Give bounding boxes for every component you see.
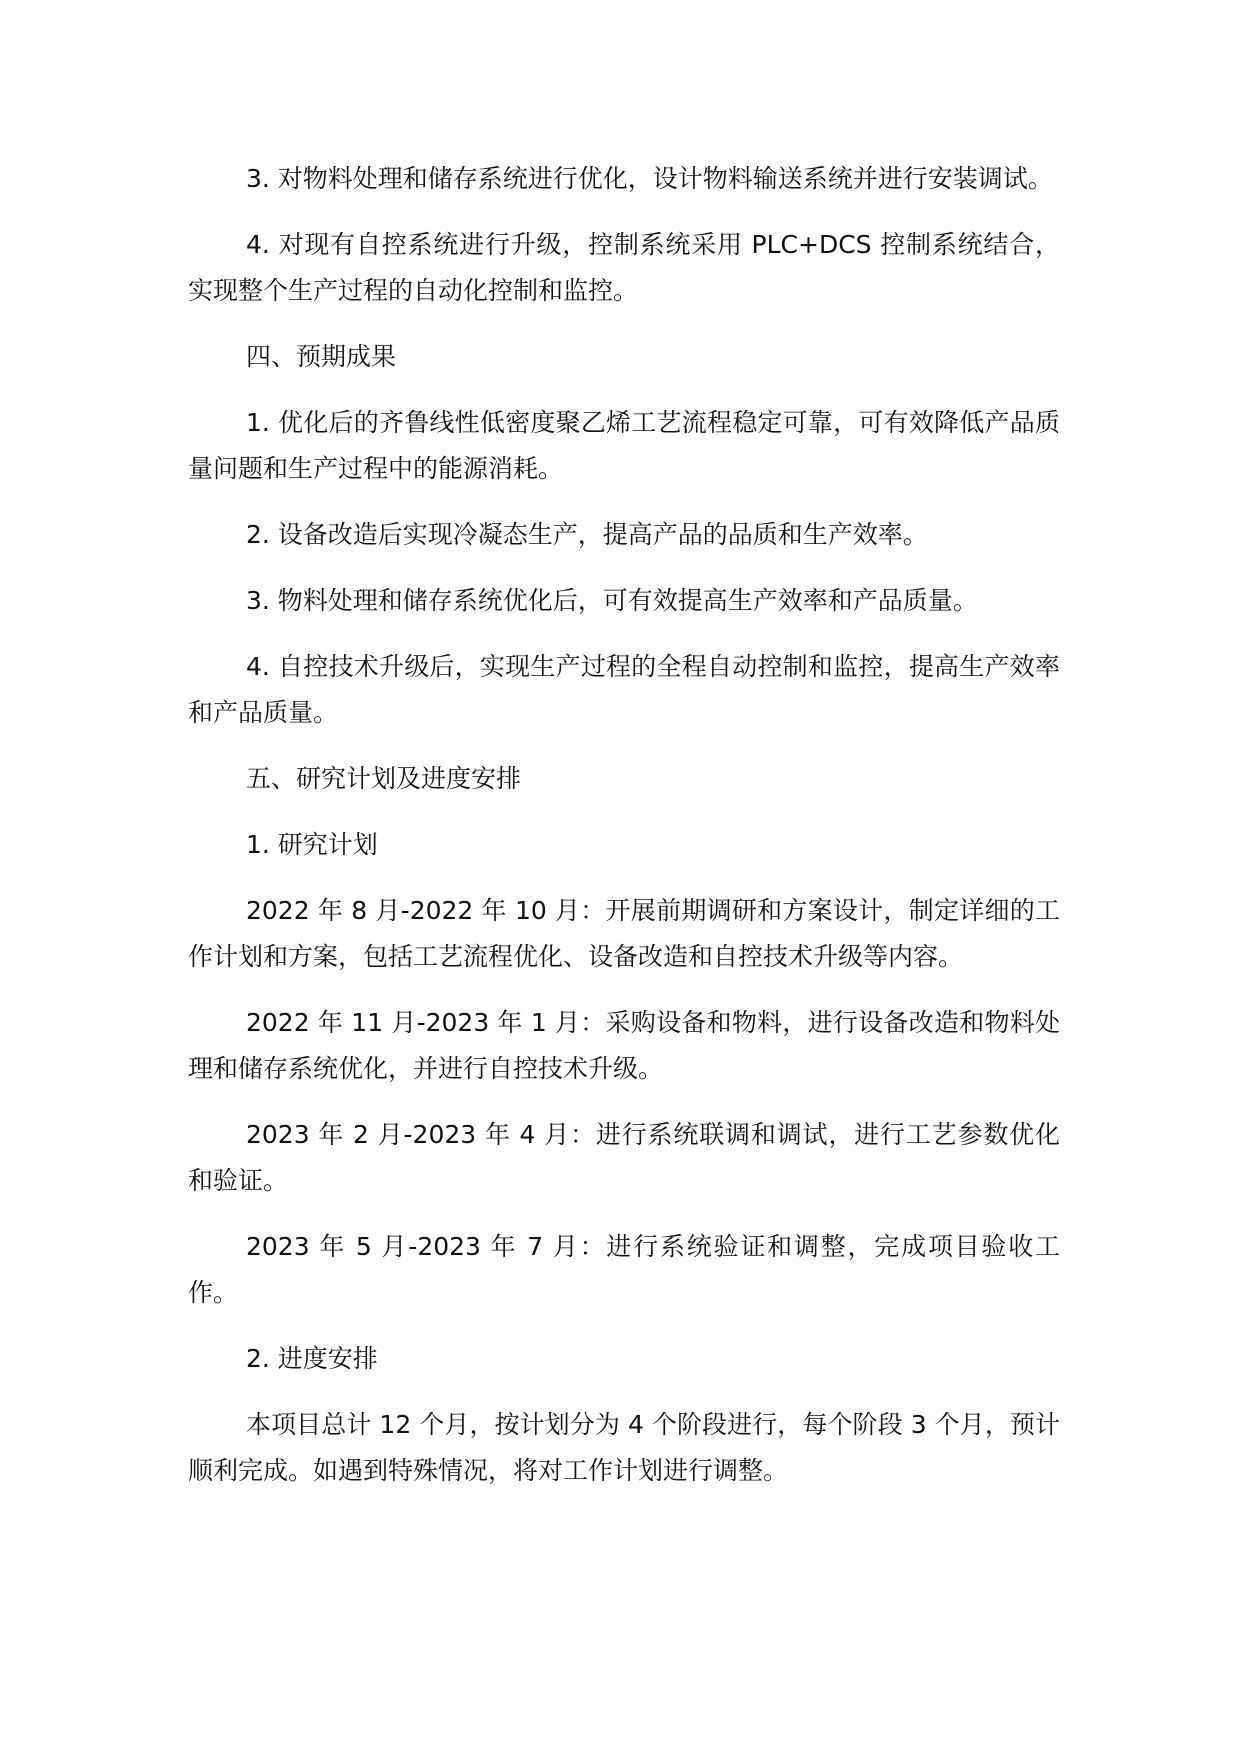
result-item-equipment: 2. 设备改造后实现冷凝态生产，提高产品的品质和生产效率。	[246, 520, 928, 549]
subheading-research-plan: 1. 研究计划	[246, 830, 378, 859]
schedule-item-phase-1: 2022 年 8 月-2022 年 10 月：开展前期调研和方案设计，制定详细的工作计划和方案，包括工艺流程优化、设备改造和自控技术升级等内容。	[188, 896, 1060, 971]
subheading-progress-arrangement: 2. 进度安排	[246, 1344, 378, 1373]
result-item-material: 3. 物料处理和储存系统优化后，可有效提高生产效率和产品质量。	[246, 586, 978, 615]
result-item-process: 1. 优化后的齐鲁线性低密度聚乙烯工艺流程稳定可靠，可有效降低产品质量问题和生产过程中的能源消耗。	[188, 408, 1060, 483]
result-item-automation: 4. 自控技术升级后，实现生产过程的全程自动控制和监控，提高生产效率和产品质量。	[188, 652, 1060, 727]
section-heading-research-plan: 五、研究计划及进度安排	[246, 764, 522, 793]
list-item-control-upgrade: 4. 对现有自控系统进行升级，控制系统采用 PLC+DCS 控制系统结合，实现整个生产过程的自动化控制和监控。	[188, 230, 1060, 305]
section-heading-expected-results: 四、预期成果	[246, 342, 397, 371]
list-item-material-handling: 3. 对物料处理和储存系统进行优化，设计物料输送系统并进行安装调试。	[246, 164, 1053, 193]
schedule-item-phase-4: 2023 年 5 月-2023 年 7 月：进行系统验证和调整，完成项目验收工作。	[188, 1232, 1060, 1307]
schedule-item-phase-3: 2023 年 2 月-2023 年 4 月：进行系统联调和调试，进行工艺参数优化和验证。	[188, 1120, 1060, 1195]
document-page	[188, 156, 1060, 1514]
schedule-item-phase-2: 2022 年 11 月-2023 年 1 月：采购设备和物料，进行设备改造和物料处理和储存系统优化，并进行自控技术升级。	[188, 1008, 1060, 1083]
progress-summary: 本项目总计 12 个月，按计划分为 4 个阶段进行，每个阶段 3 个月，预计顺利完成。如遇到特殊情况，将对工作计划进行调整。	[188, 1410, 1060, 1485]
